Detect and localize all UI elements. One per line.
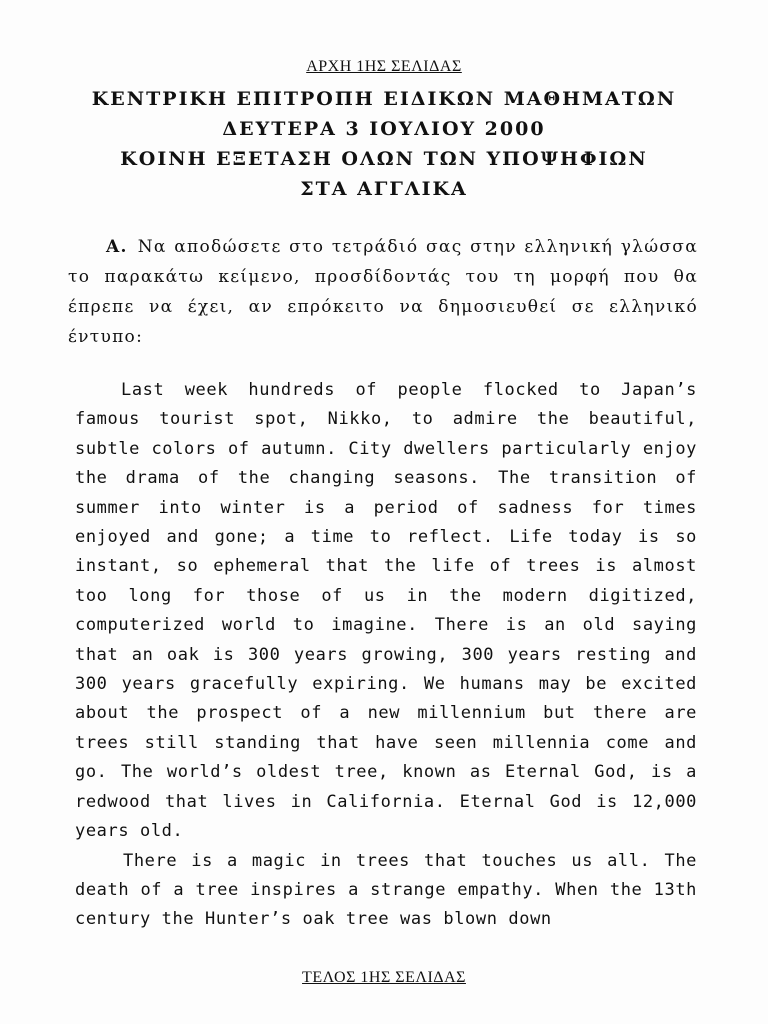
instructions-text: Να αποδώσετε στο τετράδιό σας στην ελληνική γλώσσα το παρακάτω κείμενο, προσδίδοντάς του τη μορφή που θα έπρεπε να έχει, αν επρόκειτο να δημοσιευθεί σε ελληνικό έντυπο: [68,237,698,347]
header-exam-type: ΚΟΙΝΗ ΕΞΕΤΑΣΗ ΟΛΩΝ ΤΩΝ ΥΠΟΨΗΦΙΩΝ [120,148,648,170]
header-date: ΔΕΥΤΕΡΑ 3 ΙΟΥΛΙΟΥ 2000 [222,118,546,140]
passage-paragraph-1: Last week hundreds of people flocked to Japan’s famous tourist spot, Nikko, to admire the beautiful, subtle colors of autumn. City dwellers particularly enjoy the drama of the changing seasons. The transition of summer into winter is a period of sadness for times enjoyed and gone; a time to reflect. Life today is so instant, so ephemeral that the life of trees is almost too long for those of us in the modern digitized, computerized world to imagine. There is an old saying that an oak is 300 years growing, 300 years resting and 300 years gracefully expiring. We humans may be excited about the prospect of a new millennium but there are trees still standing that have seen millennia come and go. The world’s oldest tree, known as Eternal God, is a redwood that lives in California. Eternal God is 12,000 years old. [75,380,697,842]
english-passage [75,376,697,935]
header-subject: ΣΤΑ ΑΓΓΛΙΚΑ [300,178,468,200]
passage-paragraph-2: There is a magic in trees that touches us all. The death of a tree inspires a strange empathy. When the 13th century the Hunter’s oak tree was blown down [75,850,697,930]
header-committee: ΚΕΝΤΡΙΚΗ ΕΠΙΤΡΟΠΗ ΕΙΔΙΚΩΝ ΜΑΘΗΜΑΤΩΝ [91,88,677,110]
exam-header [0,84,768,204]
page-end-marker: ΤΕΛΟΣ 1ΗΣ ΣΕΛΙΔΑΣ [302,969,466,986]
section-marker: Α. [106,237,128,257]
translation-instructions [68,232,698,352]
page-start-marker: ΑΡΧΗ 1ΗΣ ΣΕΛΙΔΑΣ [306,58,462,75]
